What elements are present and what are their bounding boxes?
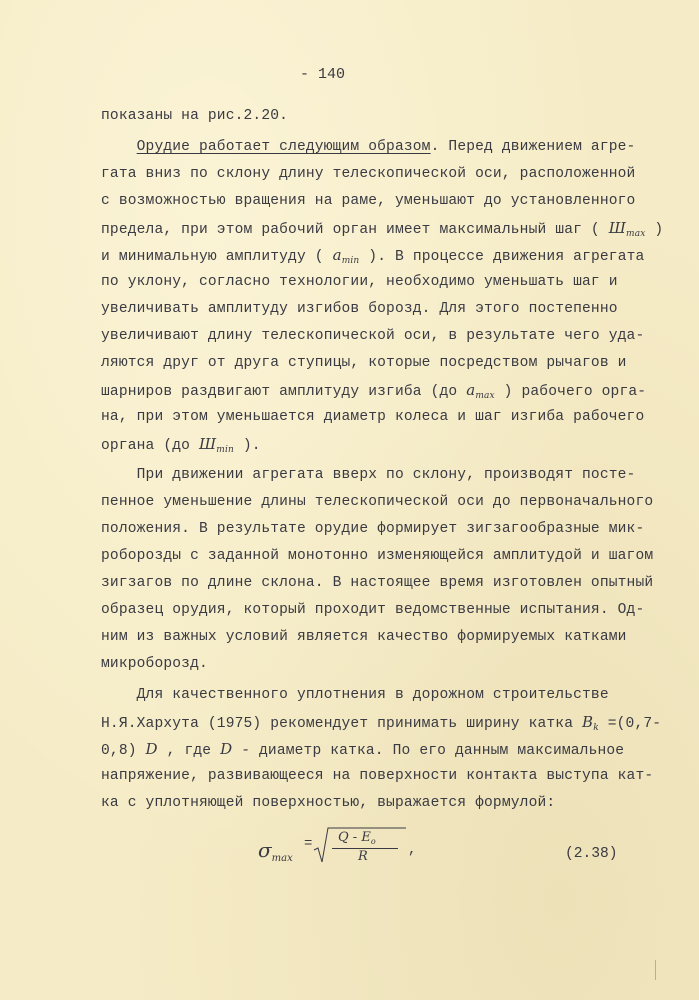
text-line [101,574,653,592]
text-run: ) [645,222,664,238]
math-symbol [146,740,158,758]
text-line [101,138,635,156]
formula-lhs [258,838,293,864]
formula-denominator: R [358,849,368,864]
math-symbol [582,713,599,731]
math-symbol [466,381,495,399]
text-run: =(0,7- [598,716,662,732]
text-run: ). В процессе движения агрегата [359,249,645,265]
text-line [101,354,627,372]
text-run: зигзагов по длине склона. В настоящее время изготовлен опытный [101,575,654,591]
text-run: напряжение, развивающееся на поверхности контакта выступа кат- [101,768,654,784]
text-line [101,520,644,538]
math-symbol-base: B [582,713,594,731]
text-run: роборозды с заданной монотонно изменяющейся амплитудой и шагом [101,548,654,564]
text-run: образец орудия, который проходит ведомственные испытания. Од- [101,602,645,618]
text-run: ). [233,438,261,454]
text-line [101,601,644,619]
text-run: гата вниз по склону длину телескопической оси, расположенной [101,166,636,182]
text-run: по уклону, согласно технологии, необходимо уменьшать шаг и [101,274,618,290]
text-run: положения. В результате орудие формирует зигзагообразные мик- [101,521,645,537]
math-symbol-subscript: min [216,445,234,455]
text-run: предела, при этом рабочий орган имеет максимальный шаг ( [101,222,609,238]
text-line [101,628,627,646]
math-symbol-base: D [220,740,233,758]
formula-2-38 [258,826,438,876]
text-run: Н.Я.Хархута (1975) рекомендует принимать ширину катка [101,716,583,732]
text-line [101,381,646,405]
formula-comma: , [408,842,417,858]
text-line [101,273,618,291]
underlined-text: Орудие работает следующим образом [136,139,431,155]
math-symbol [199,435,234,453]
formula-numerator-text: Q - E [338,830,371,845]
text-line [101,107,288,125]
formula-equals: = [304,836,313,852]
text-run: - диаметр катка. По его данным максимальное [232,743,625,759]
text-run: ) рабочего орга- [494,384,647,400]
text-line [101,327,644,345]
text-line [101,767,653,785]
text-run: ка с уплотняющей поверхностью, выражается формулой: [101,795,556,811]
formula-numerator-subscript: o [370,837,376,846]
text-run: с возможностью вращения на раме, уменьшают до установленного [101,193,636,209]
math-symbol [609,219,646,237]
text-run: Для качественного уплотнения в дорожном строительстве [101,687,609,703]
math-symbol [220,740,232,758]
text-line [101,794,555,812]
sqrt-symbol-icon [312,826,332,866]
text-run: . Перед движением агре- [430,139,636,155]
math-symbol-base: Ш [608,219,627,237]
math-symbol [333,246,360,264]
text-line [101,655,208,673]
text-run: При движении агрегата вверх по склону, производят посте- [101,467,636,483]
formula-lhs-subscript: max [271,853,293,864]
page-edge-mark [655,960,664,980]
text-line [101,408,644,426]
text-run: микроборозд. [101,656,208,672]
page-number: - 140 [300,66,346,83]
text-line [101,246,644,270]
math-symbol-subscript: max [626,229,646,239]
text-line [101,686,609,704]
text-run: 0,8) [101,743,146,759]
text-run: ним из важных условий является качество формируемых катками [101,629,627,645]
text-run: увеличивают длину телескопической оси, в результате чего уда- [101,328,645,344]
text-line [101,493,653,511]
text-run: увеличивать амплитуду изгибов борозд. Для этого постепенно [101,301,618,317]
text-run: , где [157,743,221,759]
text-run: шарниров раздвигают амплитуду изгиба (до [101,384,467,400]
text-line [101,300,618,318]
text-run: органа (до [101,438,199,454]
text-run: ляются друг от друга ступицы, которые посредством рычагов и [101,355,627,371]
math-symbol-subscript: k [593,723,599,733]
formula-sigma: σ [258,838,272,862]
text-line [101,192,635,210]
text-run: пенное уменьшение длины телескопической оси до первоначального [101,494,654,510]
text-run [101,139,137,155]
text-run: показаны на рис.2.20. [101,108,289,124]
text-line [101,165,635,183]
text-line [101,466,635,484]
math-symbol-base: a [466,381,476,399]
math-symbol-base: Ш [198,435,217,453]
formula-numerator [338,830,376,846]
text-run: и минимальную амплитуду ( [101,249,333,265]
text-line [101,547,653,565]
text-line [101,713,661,737]
text-line [101,435,261,459]
text-line [101,219,663,243]
text-line [101,740,624,760]
math-symbol-base: D [145,740,158,758]
math-symbol-subscript: max [475,391,495,401]
equation-number: (2.38) [565,846,618,862]
math-symbol-subscript: min [341,256,360,266]
text-run: на, при этом уменьшается диаметр колеса и шаг изгиба рабочего [101,409,645,425]
math-symbol-base: a [332,246,342,264]
